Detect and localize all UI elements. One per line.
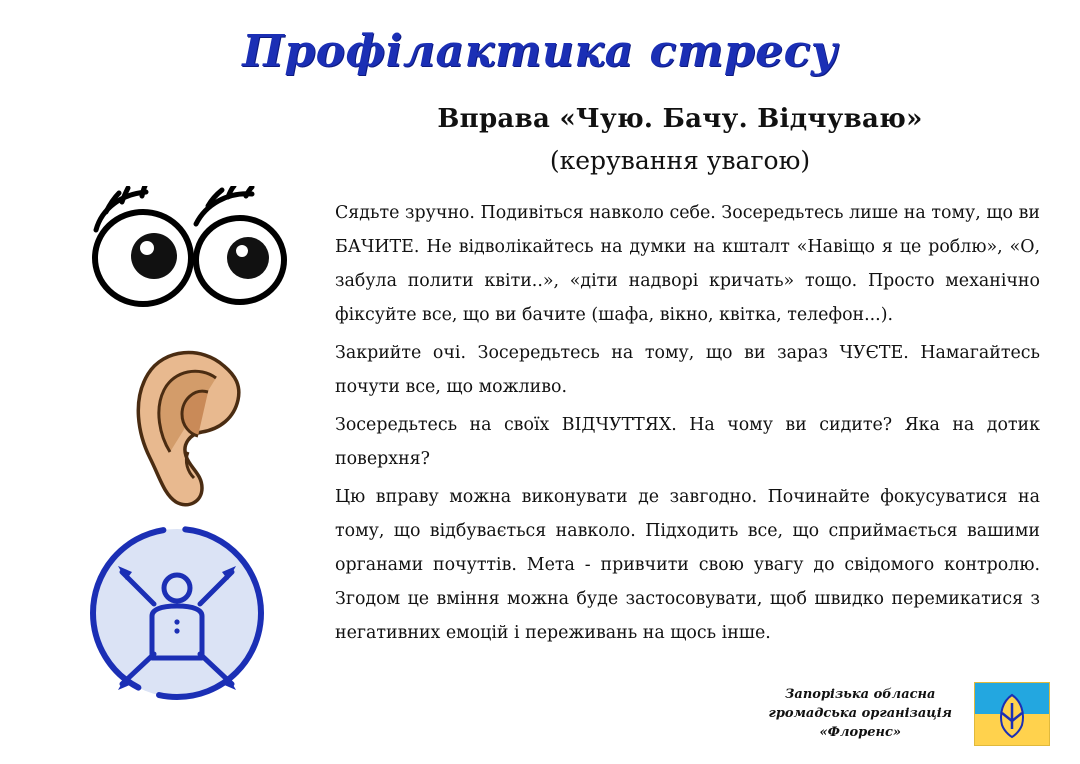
paragraph-4: Цю вправу можна виконувати де завгодно. Починайте фокусуватися на тому, що відбувається навколо. Підходить все, що сприймається вашими органами почуттів. Мета - привчити свою увагу до свідомого контролю. Згодом це вміння можна буде застосовувати, щоб швидко перемикатися з негативних емоцій і переживань на щось інше.: [335, 487, 1040, 643]
footer-line-1: Запорізька обласна: [785, 687, 936, 702]
paragraph-2: Закрийте очі. Зосередьтесь на тому, що ви зараз ЧУЄТЕ. Намагайтесь почути все, що можливо.: [335, 343, 1040, 397]
paragraph-1: Сядьте зручно. Подивіться навколо себе. Зосередьтесь лише на тому, що ви БАЧИТЕ. Не відволікайтесь на думки на кшталт «Навіщо я це роблю», «О, забула полити квіти..», «діти надворі кричать» тощо. Просто механічно фіксуйте все, що ви бачите (шафа, вікно, квітка, телефон...).: [335, 203, 1040, 325]
paragraph-3: Зосередьтесь на своїх ВІДЧУТТЯХ. На чому ви сидите? Яка на дотик поверхня?: [335, 415, 1040, 469]
exercise-subtitle-secondary: (керування увагою): [549, 146, 811, 175]
ear-illustration: [128, 348, 258, 508]
organization-logo: [974, 682, 1050, 746]
page-title: Профілактика стресу: [242, 26, 838, 77]
organization-footer: [769, 685, 953, 742]
body-text: [335, 196, 1040, 654]
footer-line-3: «Флоренс»: [819, 725, 902, 740]
subtitle-block: [320, 104, 1040, 175]
eyes-illustration: [88, 186, 288, 331]
exercise-subtitle: Вправа «Чую. Бачу. Відчуваю»: [437, 104, 923, 134]
footer-line-2: громадська організація: [768, 706, 952, 721]
body-sensation-illustration: [82, 518, 272, 708]
